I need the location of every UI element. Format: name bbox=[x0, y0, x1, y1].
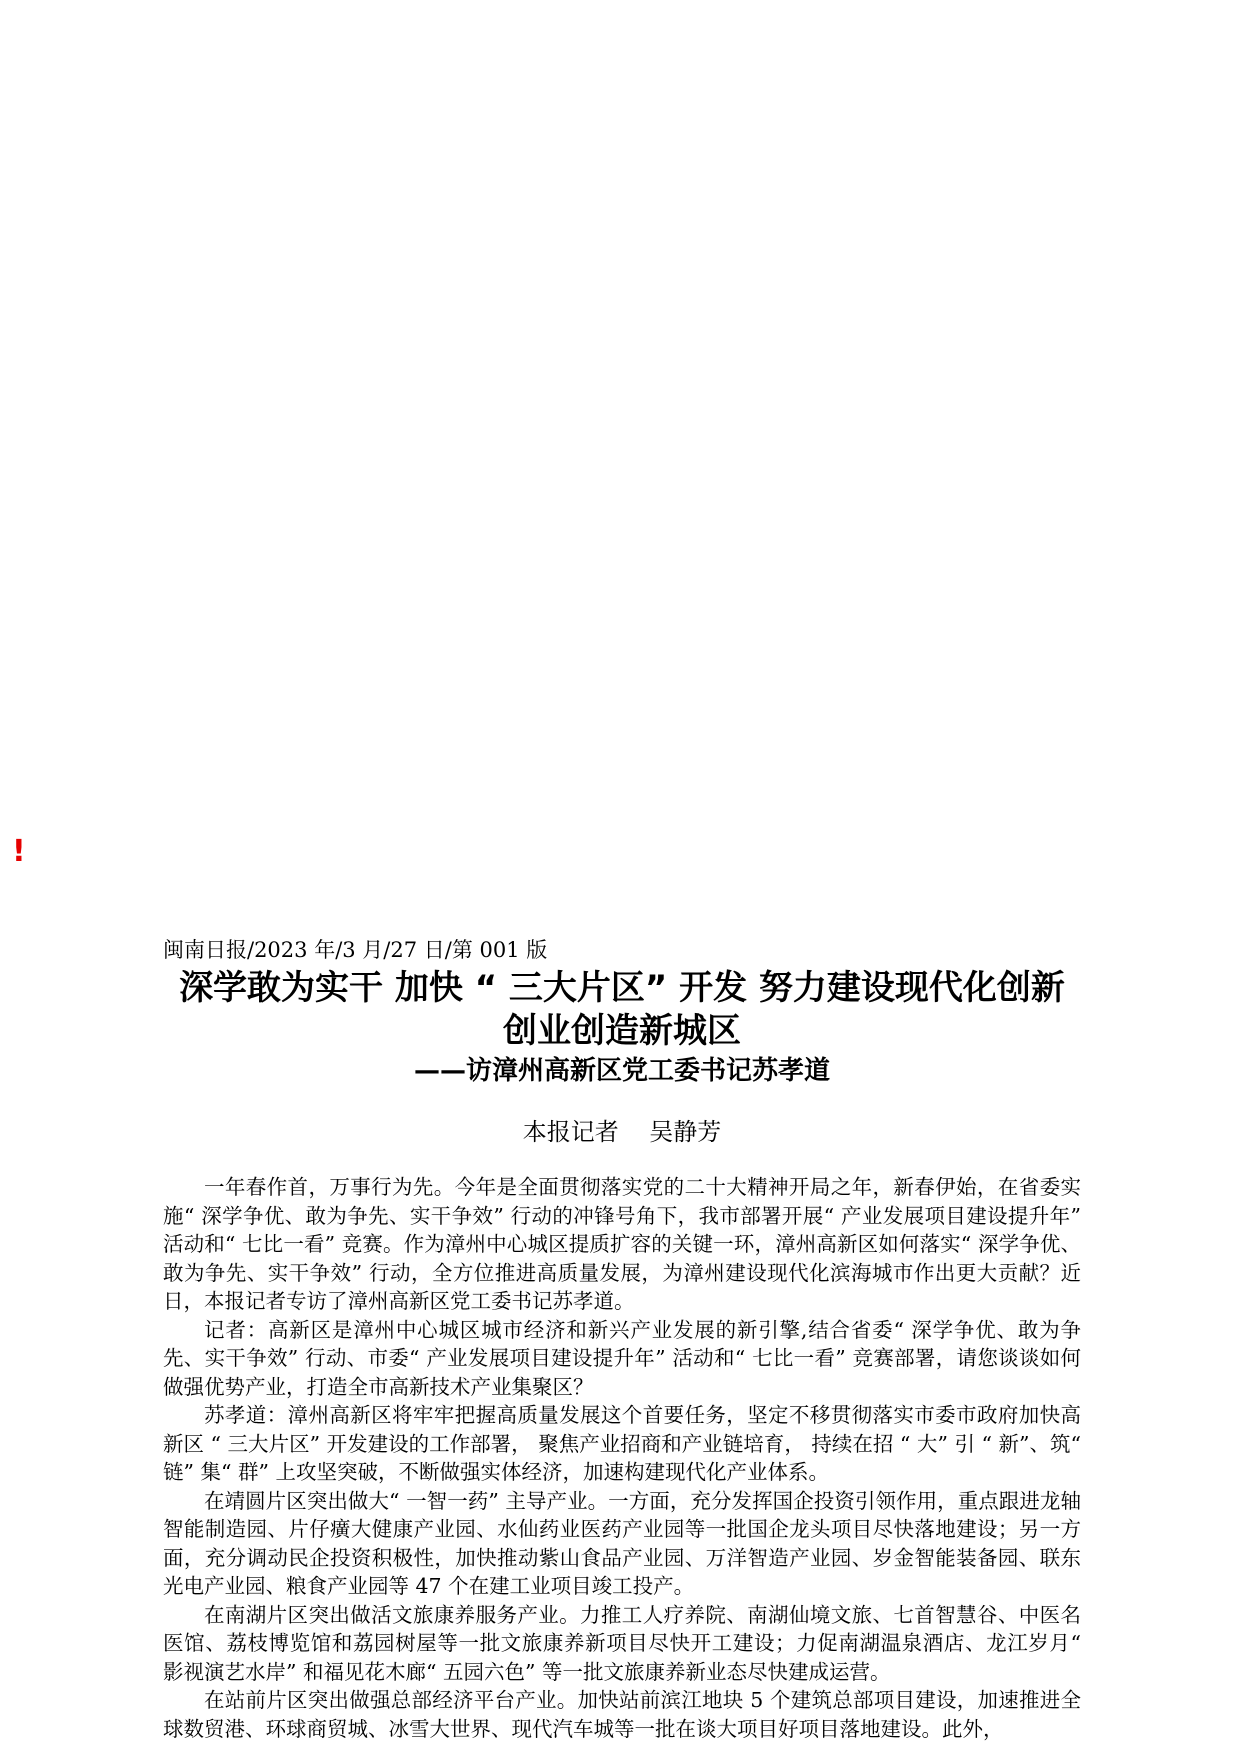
article-title: 深学敢为实干 加快 “ 三大片区” 开发 努力建设现代化创新创业创造新城区 bbox=[179, 968, 1065, 1051]
source-line: 闽南日报/2023 年/3 月/27 日/第 001 版 bbox=[163, 938, 548, 962]
article-body bbox=[163, 1173, 1081, 1743]
paragraph: 在靖圆片区突出做大“ 一智一药” 主导产业。一方面，充分发挥国企投资引领作用，重点跟进龙轴智能制造园、片仔癀大健康产业园、水仙药业医药产业园等一批国企龙头项目尽快落地建设；另一方面，充分调动民企投资积极性，加快推动紫山食品产业园、万洋智造产业园、岁金智能装备园、联东光电产业园、粮食产业园等 47 个在建工业项目竣工投产。 bbox=[163, 1488, 1081, 1598]
paragraph: 在站前片区突出做强总部经济平台产业。加快站前滨江地块 5 个建筑总部项目建设，加速推进全球数贸港、环球商贸城、冰雪大世界、现代汽车城等一批在谈大项目好项目落地建设。此外， bbox=[163, 1688, 1081, 1741]
paragraph: 在南湖片区突出做活文旅康养服务产业。力推工人疗养院、南湖仙境文旅、七首智慧谷、中医名医馆、荔枝博览馆和荔园树屋等一批文旅康养新项目尽快开工建设；力促南湖温泉酒店、龙江岁月“ 影视演艺水岸” 和福见花木廊“ 五园六色” 等一批文旅康养新业态尽快建成运营。 bbox=[163, 1602, 1081, 1684]
paragraph: 记者：高新区是漳州中心城区城市经济和新兴产业发展的新引擎,结合省委“ 深学争优、敢为争先、实干争效” 行动、市委“ 产业发展项目建设提升年” 活动和“ 七比一看” 竞赛部署，请您谈谈如何做强优势产业，打造全市高新技术产业集聚区？ bbox=[163, 1317, 1081, 1399]
news-article bbox=[163, 935, 1081, 1743]
red-exclamation-mark: ! bbox=[12, 834, 26, 869]
paragraph: 一年春作首，万事行为先。今年是全面贯彻落实党的二十大精神开局之年，新春伊始，在省委实施“ 深学争优、敢为争先、实干争效” 行动的冲锋号角下，我市部署开展“ 产业发展项目建设提升年” 活动和“ 七比一看” 竞赛。作为漳州中心城区提质扩容的关键一环，漳州高新区如何落实“ 深学争优、敢为争先、实干争效” 行动，全方位推进高质量发展，为漳州建设现代化滨海城市作出更大贡献？近日，本报记者专访了漳州高新区党工委书记苏孝道。 bbox=[163, 1175, 1081, 1313]
byline: 本报记者 吴静芳 bbox=[522, 1118, 722, 1146]
paragraph: 苏孝道：漳州高新区将牢牢把握高质量发展这个首要任务，坚定不移贯彻落实市委市政府加快高新区 “ 三大片区” 开发建设的工作部署， 聚焦产业招商和产业链培育， 持续在招 “ 大” 引 “ 新”、筑“ 链” 集“ 群” 上攻坚突破，不断做强实体经济，加速构建现代化产业体系。 bbox=[163, 1403, 1081, 1484]
article-subtitle: ——访漳州高新区党工委书记苏孝道 bbox=[413, 1056, 830, 1086]
